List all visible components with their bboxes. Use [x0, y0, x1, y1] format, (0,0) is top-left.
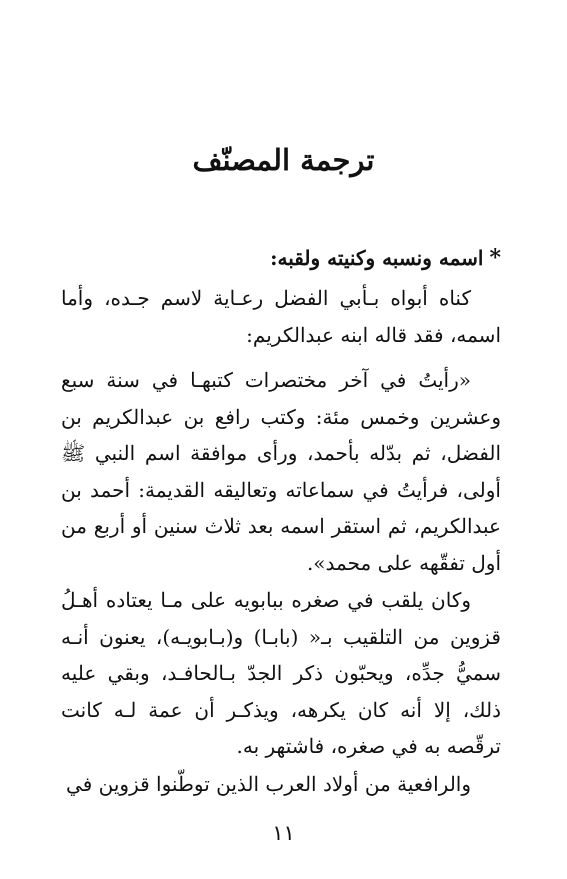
- paragraph-text: وكان يلقب في صغره ببابويه على مـا يعتاده أهـلُ قزوين من التلقيب بـ« (بابـا) و(بـابويـه)، يعنون أنـه سميُّ جدِّه، ويحبّون ذكر الجدّ بـالحافـد، وبقي عليه ذلك، إلا أنه كان يكرهه، ويذكـر أن عمة لـه كانت ترقّصه به في صغره، فاشتهر به.: [61, 588, 501, 758]
- section-heading-text: اسمه ونسبه وكنيته ولقبه:: [270, 246, 484, 270]
- paragraph-kunya: [61, 280, 501, 353]
- section-heading: [61, 240, 501, 277]
- paragraph-quote: [61, 362, 501, 581]
- page-number: ١١: [272, 821, 295, 845]
- paragraph-text: «رأيتُ في آخر مختصرات كتبهـا في سنة سبع وعشرين وخمس مئة: وكتب رافع بن عبدالكريم بن الفضل، ثم بدّله بأحمد، ورأى موافقة اسم النبي ﷺ أولى، فرأيتُ في سماعاته وتعاليقه القديمة: أحمد بن عبدالكريم، ثم استقر اسمه بعد ثلاث سنين أو أربع من أول تفقّهه على محمد».: [61, 368, 501, 575]
- paragraph-text: كناه أبواه بـأبي الفضل رعـاية لاسم جـده، وأما اسمه، فقد قاله ابنه عبدالكريم:: [61, 286, 501, 347]
- paragraph-laqab: [61, 582, 501, 765]
- chapter-title: ترجمة المصنّف: [192, 143, 375, 177]
- section-marker: *: [489, 245, 501, 271]
- paragraph-rafiiyya: [61, 766, 501, 803]
- paragraph-text: والرافعية من أولاد العرب الذين توطّنوا قزوين في: [66, 772, 471, 796]
